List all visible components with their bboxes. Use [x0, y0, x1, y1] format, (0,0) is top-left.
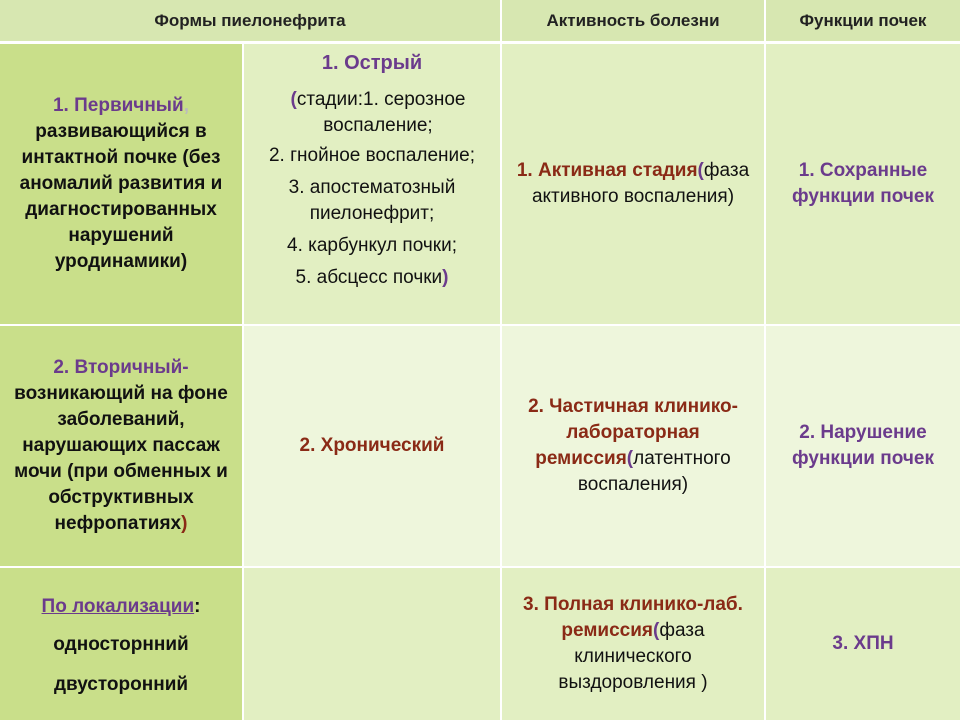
- acute-form-title: 1. Острый: [321, 52, 423, 74]
- primary-form-desc: развивающийся в интактной почке (без аномалий развития и диагностированных нарушений уродинамики): [19, 121, 223, 272]
- secondary-form-close: ): [181, 513, 188, 534]
- header-forms-label: Формы пиелонефрита: [154, 10, 346, 30]
- cell-partial-remission: [502, 326, 764, 566]
- cell-active-stage: [502, 44, 764, 324]
- cell-function-chronic-failure: [766, 568, 960, 720]
- cell-empty: [244, 568, 500, 720]
- cell-function-preserved: [766, 44, 960, 324]
- cell-chronic-form: [244, 326, 500, 566]
- acute-close-paren: ): [442, 267, 449, 288]
- divider-vertical-2: [500, 0, 502, 720]
- divider-horizontal-1: [0, 324, 960, 326]
- acute-stage-3: 3. апостематозный пиелонефрит;: [288, 177, 456, 224]
- active-stage-open-paren: (: [697, 160, 704, 181]
- divider-vertical-3: [764, 0, 766, 720]
- cell-localization: [0, 568, 242, 720]
- divider-vertical-1: [242, 44, 244, 720]
- header-activity: [502, 0, 764, 44]
- localization-bilateral: двусторонний: [53, 674, 189, 695]
- localization-unilateral: односторнний: [53, 634, 189, 655]
- cell-acute-form: [244, 44, 500, 324]
- localization-colon: :: [194, 596, 201, 617]
- cell-function-impaired: [766, 326, 960, 566]
- active-stage-desc: фаза активного воспаления): [531, 160, 750, 207]
- active-stage-title: 1. Активная стадия: [516, 160, 698, 181]
- function-impaired-text: 2. Нарушение функции почек: [792, 422, 934, 469]
- cell-primary-form: [0, 44, 242, 324]
- localization-title: По локализации: [41, 596, 195, 617]
- primary-form-comma: ,: [183, 95, 189, 116]
- header-function-label: Функции почек: [799, 10, 927, 30]
- full-remission-open-paren: (: [652, 620, 660, 641]
- cell-secondary-form: [0, 326, 242, 566]
- secondary-form-title: 2. Вторичный-: [53, 357, 189, 378]
- acute-open-paren: (: [290, 89, 297, 110]
- partial-remission-title: 2. Частичная клинико-лабораторная ремиссия: [528, 396, 738, 469]
- full-remission-desc: фаза клинического выздоровления ): [558, 620, 708, 693]
- acute-stage-2: 2. гнойное воспаление;: [268, 145, 476, 166]
- chronic-form-title: 2. Хронический: [299, 435, 445, 456]
- secondary-form-desc: возникающий на фоне заболеваний, нарушающих пассаж мочи (при обменных и обструктивных нефропатиях: [14, 383, 228, 534]
- header-activity-label: Активность болезни: [546, 10, 720, 30]
- acute-stage-5: 5. абсцесс почки: [295, 267, 443, 288]
- cell-full-remission: [502, 568, 764, 720]
- acute-stage-1: стадии:1. серозное воспаление;: [296, 89, 466, 136]
- partial-remission-open-paren: (: [626, 448, 634, 469]
- acute-stage-4: 4. карбункул почки;: [287, 235, 457, 256]
- header-forms: [0, 0, 500, 44]
- primary-form-title: 1. Первичный: [52, 95, 184, 116]
- partial-remission-desc: латентного воспаления): [577, 448, 731, 495]
- function-preserved-text: 1. Сохранные функции почек: [792, 160, 934, 207]
- header-function: [766, 0, 960, 44]
- function-chronic-failure-text: 3. ХПН: [832, 633, 894, 654]
- divider-horizontal-2: [0, 566, 960, 568]
- full-remission-title: 3. Полная клинико-лаб. ремиссия: [523, 594, 743, 641]
